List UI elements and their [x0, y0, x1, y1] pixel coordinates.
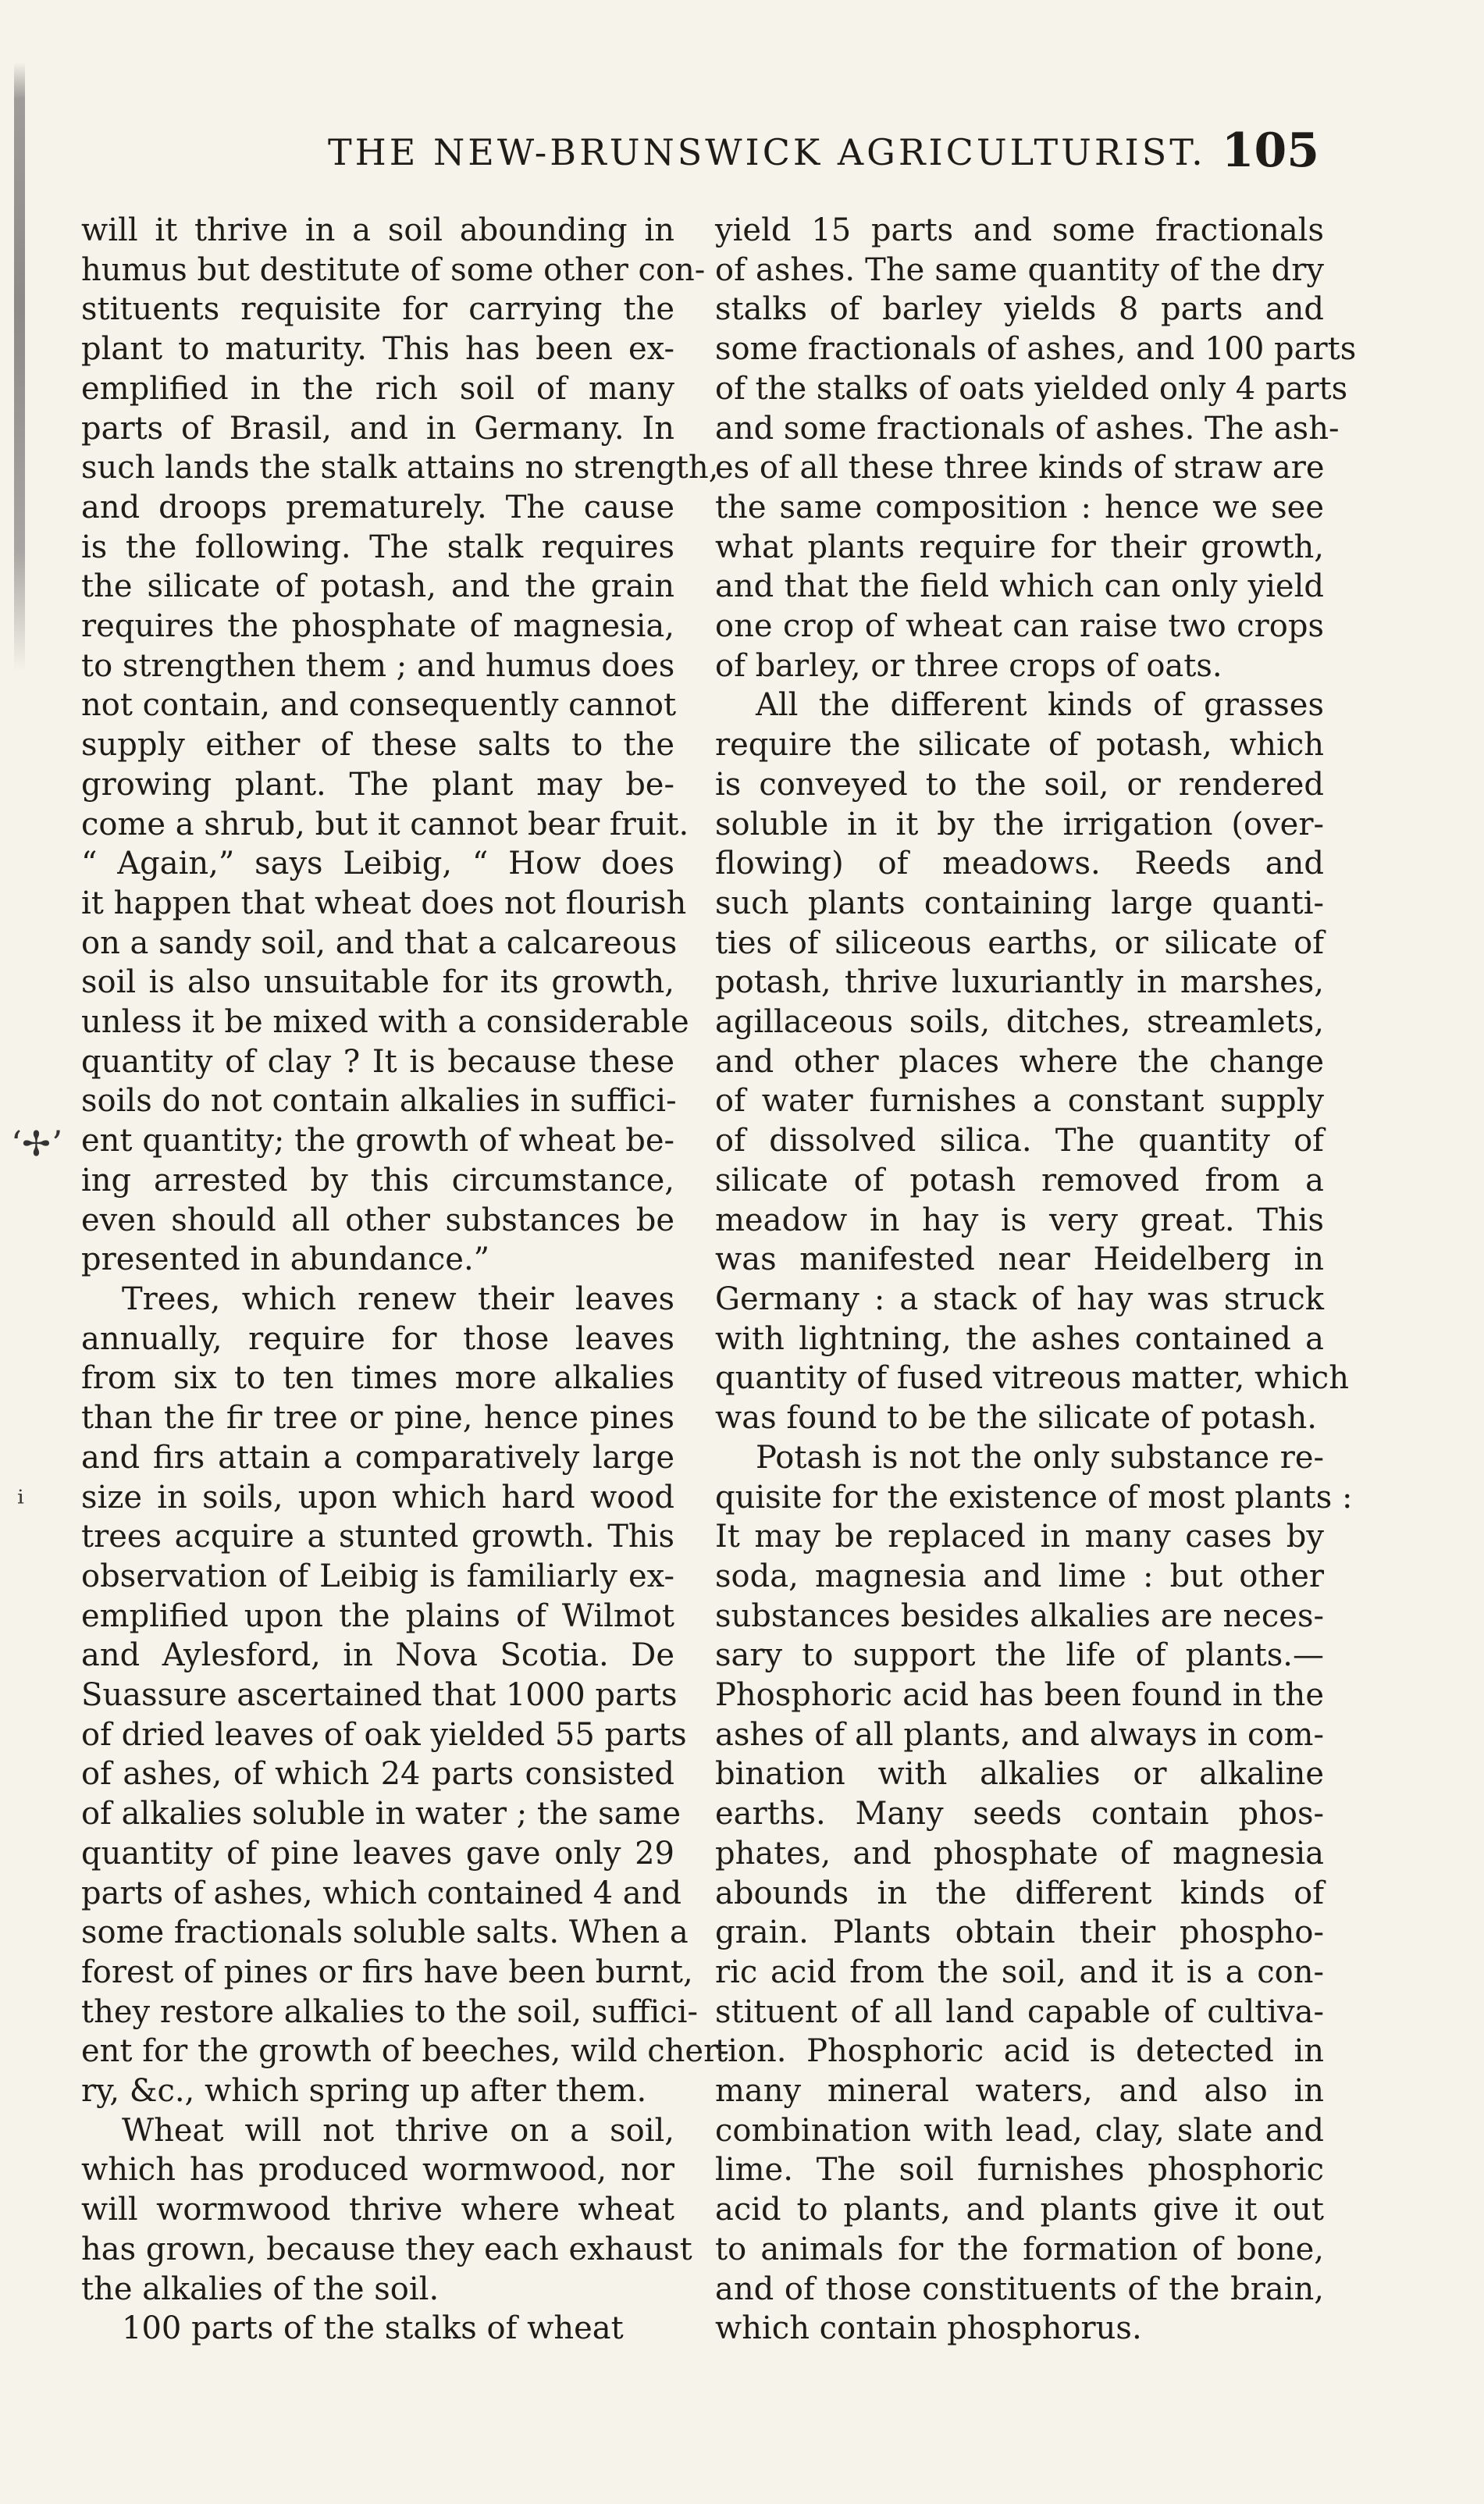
text-line: unless it be mixed with a considerable — [81, 1004, 689, 1041]
text-line: even should all other substances be — [81, 1202, 674, 1238]
text-line: to animals for the formation of bone, — [715, 2231, 1324, 2267]
text-line: some fractionals soluble salts. When a — [81, 1915, 689, 1951]
text-line: will it thrive in a soil abounding in — [81, 212, 674, 248]
text-line: from six to ten times more alkalies — [81, 1360, 674, 1397]
text-line: and other places where the change — [715, 1043, 1324, 1080]
text-line: plant to maturity. This has been ex- — [81, 331, 674, 368]
text-line: soluble in it by the irrigation (over- — [715, 806, 1324, 842]
text-line: humus but destitute of some other con- — [81, 251, 706, 288]
text-line: parts of ashes, which contained 4 and — [81, 1875, 682, 1911]
text-line: was found to be the silicate of potash. — [715, 1400, 1317, 1437]
text-line: what plants require for their growth, — [715, 529, 1324, 565]
text-line: tion. Phosphoric acid is detected in — [715, 2033, 1324, 2070]
text-line: potash, thrive luxuriantly in marshes, — [715, 964, 1324, 1001]
text-line: earths. Many seeds contain phos- — [715, 1796, 1324, 1833]
text-line: and Aylesford, in Nova Scotia. De — [81, 1637, 674, 1674]
text-line: agillaceous soils, ditches, streamlets, — [715, 1004, 1324, 1041]
text-line: ry, &c., which spring up after them. — [81, 2073, 647, 2110]
text-line: ric acid from the soil, and it is a con- — [715, 1954, 1324, 1990]
text-line: the silicate of potash, and the grain — [81, 568, 674, 605]
text-line: 100 parts of the stalks of wheat — [122, 2310, 624, 2347]
text-line: size in soils, upon which hard wood — [81, 1479, 674, 1516]
text-line: and droops prematurely. The cause — [81, 489, 674, 525]
text-line: of ashes, of which 24 parts consisted — [81, 1756, 674, 1793]
text-line: trees acquire a stunted growth. This — [81, 1519, 674, 1555]
text-line: such lands the stalk attains no strength, — [81, 450, 719, 486]
text-line: sary to support the life of plants.— — [715, 1637, 1324, 1674]
text-line: it happen that wheat does not flourish — [81, 885, 687, 921]
text-line: Germany : a stack of hay was struck — [715, 1280, 1324, 1317]
text-line: quisite for the existence of most plants : — [715, 1479, 1353, 1516]
text-line: the alkalies of the soil. — [81, 2271, 440, 2307]
text-line: stituent of all land capable of cultiva- — [715, 1993, 1324, 2030]
text-line: substances besides alkalies are neces- — [715, 1598, 1324, 1634]
text-line: Trees, which renew their leaves — [122, 1280, 674, 1317]
text-line: All the different kinds of grasses — [756, 687, 1324, 724]
text-line: ties of siliceous earths, or silicate of — [715, 924, 1324, 961]
text-line: which contain phosphorus. — [715, 2310, 1142, 2347]
text-line: yield 15 parts and some fractionals — [715, 212, 1324, 248]
text-line: bination with alkalies or alkaline — [715, 1756, 1324, 1793]
text-line: they restore alkalies to the soil, suffici- — [81, 1993, 698, 2030]
right-column — [715, 211, 1357, 2349]
text-line: flowing) of meadows. Reeds and — [715, 846, 1324, 882]
text-line: emplified upon the plains of Wilmot — [81, 1598, 674, 1634]
text-line: soda, magnesia and lime : but other — [715, 1558, 1324, 1594]
text-line: has grown, because they each exhaust — [81, 2231, 692, 2267]
text-line: is the following. The stalk requires — [81, 529, 674, 565]
text-line: lime. The soil furnishes phosphoric — [715, 2152, 1324, 2189]
text-line: is conveyed to the soil, or rendered — [715, 766, 1324, 803]
scan-edge-artifact — [14, 62, 25, 671]
text-line: abounds in the different kinds of — [715, 1875, 1324, 1911]
text-line: Potash is not the only substance re- — [756, 1439, 1324, 1476]
text-line: and of those constituents of the brain, — [715, 2271, 1324, 2307]
text-line: will wormwood thrive where wheat — [81, 2192, 674, 2228]
margin-mark: ⁱ — [17, 1484, 24, 1523]
text-line: soils do not contain alkalies in suffici- — [81, 1083, 677, 1120]
text-line: of barley, or three crops of oats. — [715, 647, 1222, 684]
text-line: es of all these three kinds of straw are — [715, 450, 1325, 486]
text-line: grain. Plants obtain their phospho- — [715, 1915, 1324, 1951]
text-line: on a sandy soil, and that a calcareous — [81, 924, 678, 961]
text-line: such plants containing large quanti- — [715, 885, 1324, 921]
text-line: phates, and phosphate of magnesia — [715, 1835, 1324, 1872]
text-line: the same composition : hence we see — [715, 489, 1324, 525]
text-line: emplified in the rich soil of many — [81, 370, 674, 407]
text-line: of dissolved silica. The quantity of — [715, 1123, 1324, 1159]
text-line: It may be replaced in many cases by — [715, 1519, 1324, 1555]
text-line: annually, require for those leaves — [81, 1320, 674, 1357]
text-line: Phosphoric acid has been found in the — [715, 1677, 1324, 1714]
text-line: of alkalies soluble in water ; the same — [81, 1796, 682, 1833]
text-line: supply either of these salts to the — [81, 727, 674, 764]
text-line: not contain, and consequently cannot — [81, 687, 677, 724]
text-line: ing arrested by this circumstance, — [81, 1162, 674, 1199]
text-line: and that the field which can only yield — [715, 568, 1324, 605]
text-line: observation of Leibig is familiarly ex- — [81, 1558, 674, 1594]
margin-mark: ʻ✢ʼ — [11, 1124, 62, 1164]
text-line: silicate of potash removed from a — [715, 1162, 1324, 1199]
text-line: Wheat will not thrive on a soil, — [122, 2112, 674, 2149]
text-line: stituents requisite for carrying the — [81, 291, 674, 328]
text-line: of dried leaves of oak yielded 55 parts — [81, 1716, 687, 1753]
text-line: forest of pines or firs have been burnt, — [81, 1954, 693, 1990]
text-line: stalks of barley yields 8 parts and — [715, 291, 1324, 328]
text-line: was manifested near Heidelberg in — [715, 1241, 1324, 1278]
text-line: of the stalks of oats yielded only 4 parts — [715, 370, 1348, 407]
running-header — [70, 123, 1319, 194]
text-line: quantity of clay ? It is because these — [81, 1043, 674, 1080]
text-line: quantity of pine leaves gave only 29 — [81, 1835, 674, 1872]
text-line: ent for the growth of beeches, wild cher- — [81, 2033, 729, 2070]
left-column — [81, 211, 729, 2349]
text-line: and firs attain a comparatively large — [81, 1439, 674, 1476]
text-line: come a shrub, but it cannot bear fruit. — [81, 806, 689, 842]
text-line: acid to plants, and plants give it out — [715, 2192, 1324, 2228]
journal-title: THE NEW-BRUNSWICK AGRICULTURIST. — [328, 131, 1206, 173]
page-number: 105 — [1221, 123, 1319, 178]
text-line: some fractionals of ashes, and 100 parts — [715, 331, 1357, 368]
text-line: require the silicate of potash, which — [715, 727, 1324, 764]
text-line: which has produced wormwood, nor — [81, 2152, 674, 2189]
text-line: ent quantity; the growth of wheat be- — [81, 1123, 674, 1159]
text-line: parts of Brasil, and in Germany. In — [81, 410, 674, 447]
text-line: of ashes. The same quantity of the dry — [715, 251, 1324, 288]
text-line: presented in abundance.” — [81, 1241, 490, 1278]
text-line: and some fractionals of ashes. The ash- — [715, 410, 1340, 447]
text-line: ashes of all plants, and always in com- — [715, 1716, 1324, 1753]
text-line: combination with lead, clay, slate and — [715, 2112, 1324, 2149]
text-line: many mineral waters, and also in — [715, 2073, 1324, 2110]
text-line: with lightning, the ashes contained a — [715, 1320, 1324, 1357]
text-line: requires the phosphate of magnesia, — [81, 608, 674, 645]
text-line: quantity of fused vitreous matter, which — [715, 1360, 1349, 1397]
text-line: to strengthen them ; and humus does — [81, 647, 675, 684]
text-line: “ Again,” says Leibig, “ How does — [81, 846, 674, 882]
text-line: growing plant. The plant may be- — [81, 766, 674, 803]
text-line: meadow in hay is very great. This — [715, 1202, 1324, 1238]
text-line: soil is also unsuitable for its growth, — [81, 964, 674, 1001]
text-line: one crop of wheat can raise two crops — [715, 608, 1324, 645]
text-line: Suassure ascertained that 1000 parts — [81, 1677, 678, 1714]
text-line: than the fir tree or pine, hence pines — [81, 1400, 674, 1437]
text-line: of water furnishes a constant supply — [715, 1083, 1324, 1120]
